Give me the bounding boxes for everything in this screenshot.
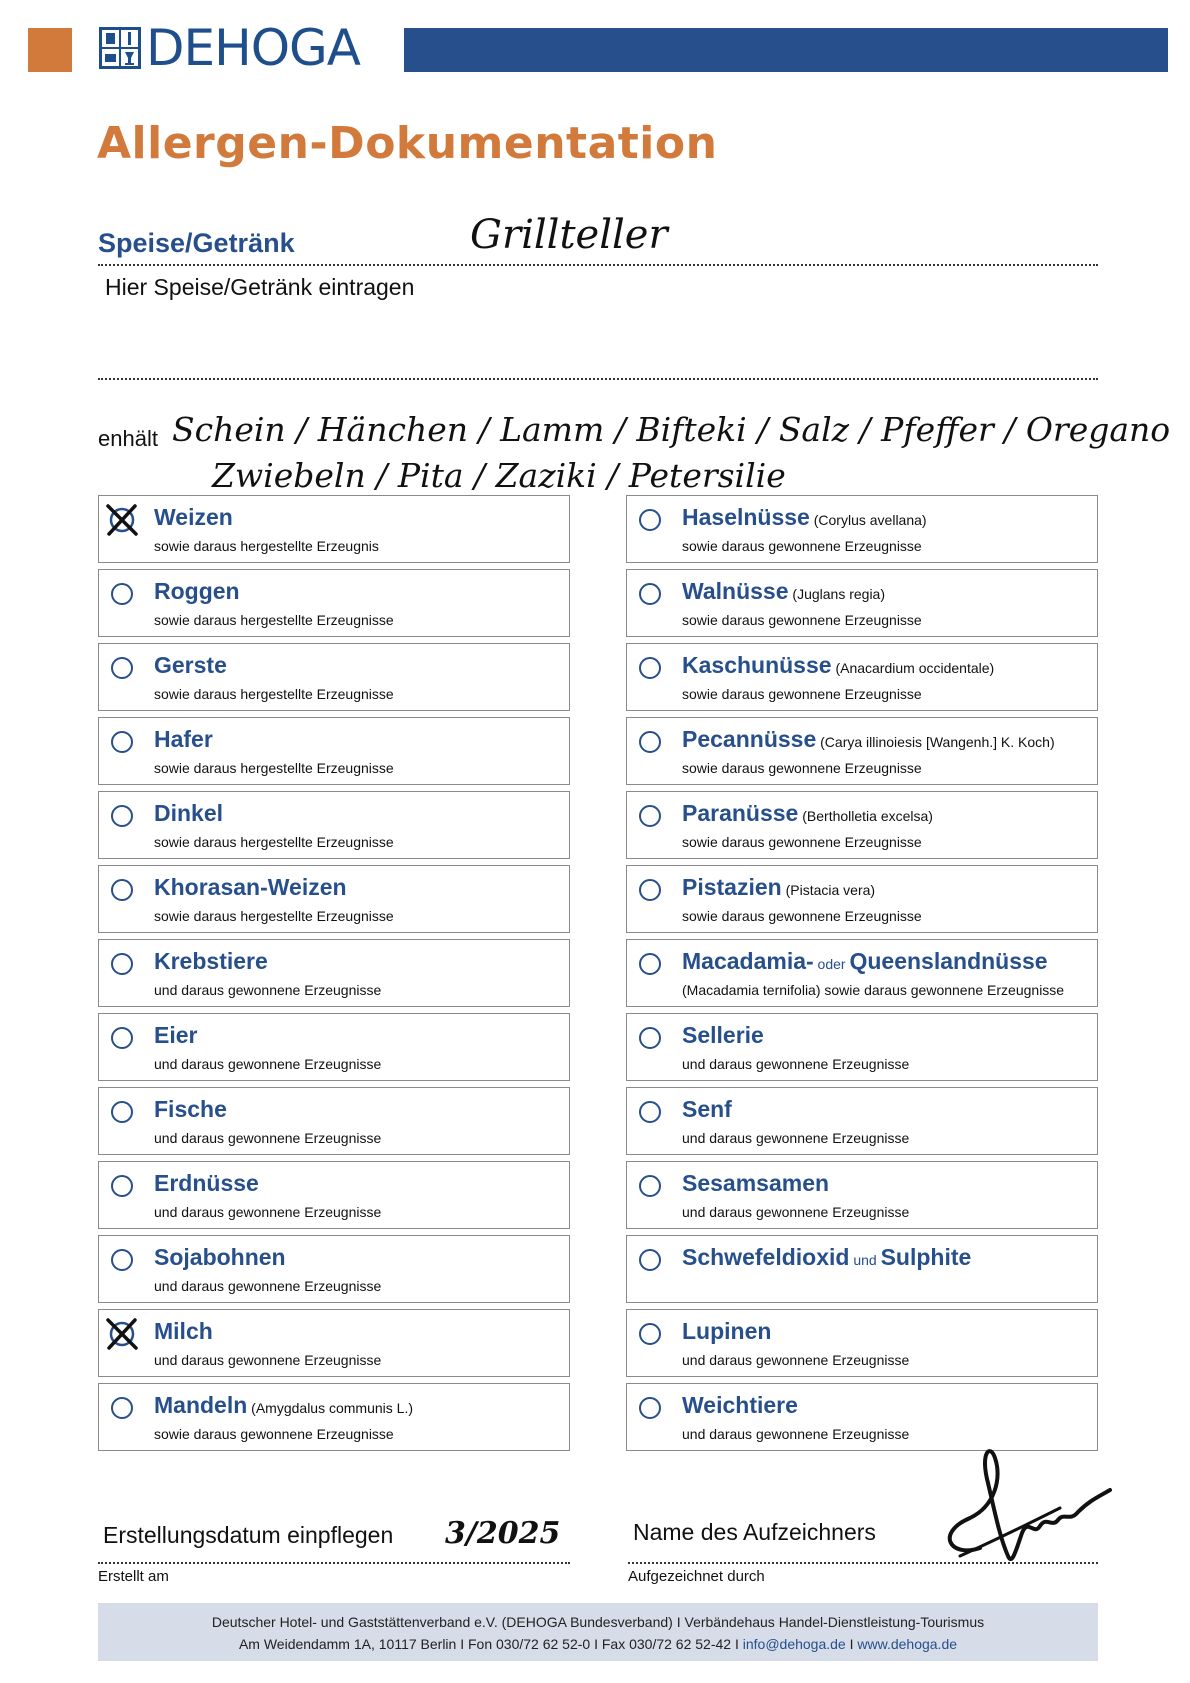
allergen-description: und daraus gewonnene Erzeugnisse — [682, 1352, 910, 1368]
allergen-item — [626, 569, 1098, 637]
allergen-item — [626, 865, 1098, 933]
allergen-item — [98, 1087, 570, 1155]
allergen-item — [98, 495, 570, 563]
allergen-item — [626, 717, 1098, 785]
allergen-heading — [682, 800, 933, 827]
allergen-heading — [682, 1022, 764, 1049]
allergen-latin-name: (Corylus avellana) — [809, 512, 927, 528]
allergen-item — [98, 791, 570, 859]
dish-second-line — [98, 378, 1098, 380]
ingredients-line-1[interactable]: Schein / Hänchen / Lamm / Bifteki / Salz / Pfeffer / Oregano — [172, 410, 1171, 449]
checkbox-circle-icon[interactable] — [639, 509, 661, 531]
allergen-description: sowie daraus gewonnene Erzeugnisse — [682, 612, 922, 628]
allergen-name: Macadamia- — [682, 948, 814, 974]
allergen-heading — [682, 1392, 798, 1419]
allergen-description: sowie daraus gewonnene Erzeugnisse — [154, 1426, 394, 1442]
dish-value[interactable]: Grillteller — [470, 212, 668, 258]
checkbox-circle-icon[interactable] — [639, 879, 661, 901]
allergen-name: Kaschunüsse — [682, 652, 832, 678]
allergen-name: Sellerie — [682, 1022, 764, 1048]
allergen-heading — [682, 504, 927, 531]
allergen-name: Walnüsse — [682, 578, 789, 604]
allergen-latin-name: (Carya illinoiesis [Wangenh.] K. Koch) — [816, 734, 1055, 750]
allergen-heading — [682, 578, 885, 605]
allergen-latin-name: (Anacardium occidentale) — [831, 660, 995, 676]
allergen-description: sowie daraus gewonnene Erzeugnisse — [682, 538, 922, 554]
allergen-heading — [682, 1244, 971, 1271]
checkbox-circle-icon[interactable] — [639, 1175, 661, 1197]
checkbox-circle-icon[interactable] — [111, 953, 133, 975]
allergen-description: und daraus gewonnene Erzeugnisse — [682, 1130, 910, 1146]
dish-label: Speise/Getränk — [98, 228, 295, 258]
ingredients-line-2[interactable]: Zwiebeln / Pita / Zaziki / Petersilie — [212, 456, 786, 495]
allergen-name: Milch — [154, 1318, 213, 1344]
allergen-description: sowie daraus hergestellte Erzeugnisse — [154, 834, 394, 850]
allergen-description: sowie daraus gewonnene Erzeugnisse — [682, 760, 922, 776]
checkbox-circle-icon[interactable] — [639, 583, 661, 605]
brand-name: DEHOGA — [146, 19, 360, 77]
allergen-heading — [154, 948, 268, 975]
allergen-description: und daraus gewonnene Erzeugnisse — [154, 1056, 382, 1072]
checkbox-circle-icon[interactable] — [639, 1101, 661, 1123]
footer — [98, 1603, 1098, 1661]
allergen-item — [98, 1309, 570, 1377]
allergen-name: Roggen — [154, 578, 240, 604]
allergen-item — [98, 1235, 570, 1303]
allergen-description: und daraus gewonnene Erzeugnisse — [682, 1204, 910, 1220]
allergen-heading — [682, 726, 1055, 753]
allergen-description: sowie daraus gewonnene Erzeugnisse — [682, 834, 922, 850]
checkbox-circle-icon[interactable] — [639, 731, 661, 753]
recorder-prompt: Name des Aufzeichners — [633, 1519, 876, 1545]
dish-hint: Hier Speise/Getränk eintragen — [105, 274, 415, 300]
allergen-item — [626, 643, 1098, 711]
allergen-description: und daraus gewonnene Erzeugnisse — [154, 1352, 382, 1368]
footer-line-1: Deutscher Hotel- und Gaststättenverband e.V. (DEHOGA Bundesverband) I Verbändehaus Handel-Dienstleistung-Tourismus — [211, 1614, 985, 1630]
allergen-item — [98, 939, 570, 1007]
allergen-item — [98, 1383, 570, 1451]
checkbox-circle-icon[interactable] — [111, 731, 133, 753]
footer-website-link[interactable]: www.dehoga.de — [857, 1636, 958, 1652]
checkbox-circle-icon[interactable] — [639, 1249, 661, 1271]
allergen-heading — [682, 1096, 732, 1123]
allergen-description: sowie daraus gewonnene Erzeugnisse — [682, 686, 922, 702]
checkbox-circle-icon[interactable] — [639, 1397, 661, 1419]
checkbox-circle-icon[interactable] — [111, 1027, 133, 1049]
footer-separator: I — [849, 1636, 858, 1652]
allergen-latin-name: (Pistacia vera) — [781, 882, 876, 898]
created-prompt: Erstellungsdatum einpflegen — [103, 1522, 394, 1548]
allergen-name: Sesamsamen — [682, 1170, 830, 1196]
allergen-heading — [154, 504, 233, 531]
allergen-item — [98, 1161, 570, 1229]
allergen-item — [98, 569, 570, 637]
created-line — [98, 1562, 570, 1564]
allergen-name: Schwefeldioxid — [682, 1244, 850, 1270]
allergen-name: Gerste — [154, 652, 227, 678]
signature-image — [940, 1438, 1115, 1578]
allergen-name: Hafer — [154, 726, 213, 752]
checkbox-circle-icon[interactable] — [111, 1175, 133, 1197]
footer-line-2 — [98, 1633, 1098, 1655]
allergen-item — [626, 1161, 1098, 1229]
dish-line — [98, 264, 1098, 266]
allergen-description: sowie daraus hergestellte Erzeugnisse — [154, 760, 394, 776]
checkbox-circle-icon[interactable] — [639, 1323, 661, 1345]
allergen-item — [98, 717, 570, 785]
allergen-heading — [154, 1170, 259, 1197]
allergen-description: und daraus gewonnene Erzeugnisse — [154, 1204, 382, 1220]
checkbox-circle-icon[interactable] — [111, 583, 133, 605]
allergen-name: Weizen — [154, 504, 233, 530]
checkbox-circle-icon[interactable] — [111, 1397, 133, 1419]
created-caption: Erstellt am — [98, 1568, 169, 1585]
checkbox-circle-icon[interactable] — [111, 805, 133, 827]
checkbox-circle-icon[interactable] — [111, 879, 133, 901]
allergen-heading — [682, 874, 875, 901]
allergen-latin-name: (Bertholletia excelsa) — [798, 808, 933, 824]
allergen-heading — [154, 1096, 227, 1123]
checkbox-circle-icon[interactable] — [639, 1027, 661, 1049]
allergen-description: sowie daraus hergestellte Erzeugnis — [154, 538, 379, 554]
allergen-description: sowie daraus hergestellte Erzeugnisse — [154, 686, 394, 702]
allergen-name: Paranüsse — [682, 800, 799, 826]
checkbox-circle-icon[interactable] — [639, 657, 661, 679]
allergen-latin-name: (Amygdalus communis L.) — [247, 1400, 413, 1416]
allergen-description: und daraus gewonnene Erzeugnisse — [154, 1278, 382, 1294]
allergen-description: (Macadamia ternifolia) sowie daraus gewonnene Erzeugnisse — [682, 982, 1065, 998]
allergen-name: Mandeln — [154, 1392, 248, 1418]
allergen-name: Fische — [154, 1096, 227, 1122]
checkbox-circle-icon[interactable] — [111, 1101, 133, 1123]
allergen-item — [626, 1235, 1098, 1303]
allergen-description: und daraus gewonnene Erzeugnisse — [682, 1426, 910, 1442]
allergen-heading — [154, 874, 347, 901]
allergen-item — [98, 1013, 570, 1081]
allergen-heading — [154, 1392, 413, 1419]
allergen-item — [626, 1309, 1098, 1377]
allergen-heading — [154, 1318, 213, 1345]
allergen-connector: und — [849, 1252, 881, 1268]
dehoga-logo-icon — [98, 26, 142, 70]
allergen-description: und daraus gewonnene Erzeugnisse — [682, 1056, 910, 1072]
checkbox-circle-icon[interactable] — [639, 805, 661, 827]
allergen-item — [626, 495, 1098, 563]
allergen-name: Eier — [154, 1022, 198, 1048]
document-title: Allergen-Dokumentation — [97, 118, 718, 169]
allergen-heading — [682, 652, 994, 679]
dehoga-logo — [98, 19, 360, 77]
allergen-heading — [154, 1244, 286, 1271]
allergen-latin-name: (Juglans regia) — [788, 586, 886, 602]
allergen-name-secondary: Queenslandnüsse — [849, 948, 1048, 974]
allergen-name: Senf — [682, 1096, 732, 1122]
checkbox-checked-icon[interactable] — [104, 502, 140, 538]
orange-accent-square — [28, 28, 72, 72]
footer-email-link[interactable]: info@dehoga.de — [742, 1636, 846, 1652]
allergen-heading — [682, 948, 1048, 975]
allergen-name: Pecannüsse — [682, 726, 817, 752]
allergen-heading — [682, 1170, 829, 1197]
allergen-item — [98, 865, 570, 933]
checkbox-circle-icon[interactable] — [639, 953, 661, 975]
checkbox-circle-icon[interactable] — [111, 657, 133, 679]
contains-label: enhält — [98, 426, 158, 451]
allergen-name: Weichtiere — [682, 1392, 798, 1418]
allergen-name: Pistazien — [682, 874, 782, 900]
allergen-name: Haselnüsse — [682, 504, 810, 530]
allergen-heading — [154, 578, 240, 605]
allergen-heading — [154, 1022, 197, 1049]
checkbox-checked-icon[interactable] — [104, 1316, 140, 1352]
checkbox-circle-icon[interactable] — [111, 1249, 133, 1271]
allergen-heading — [682, 1318, 771, 1345]
recorder-caption: Aufgezeichnet durch — [628, 1568, 765, 1585]
allergen-description: und daraus gewonnene Erzeugnisse — [154, 982, 382, 998]
footer-address: Am Weidendamm 1A, 10117 Berlin I Fon 030/72 62 52-0 I Fax 030/72 62 52-42 I — [238, 1636, 743, 1652]
allergen-connector: oder — [813, 956, 850, 972]
allergen-heading — [154, 652, 227, 679]
allergen-description: und daraus gewonnene Erzeugnisse — [154, 1130, 382, 1146]
allergen-name: Lupinen — [682, 1318, 772, 1344]
allergen-item — [98, 643, 570, 711]
allergen-name: Khorasan-Weizen — [154, 874, 347, 900]
allergen-name: Sojabohnen — [154, 1244, 286, 1270]
allergen-item — [626, 791, 1098, 859]
allergen-item — [626, 1087, 1098, 1155]
allergen-heading — [154, 800, 223, 827]
allergen-description: sowie daraus hergestellte Erzeugnisse — [154, 908, 394, 924]
allergen-item — [626, 1013, 1098, 1081]
header-bar — [404, 28, 1168, 72]
allergen-name: Erdnüsse — [154, 1170, 259, 1196]
allergen-description: sowie daraus gewonnene Erzeugnisse — [682, 908, 922, 924]
allergen-name-secondary: Sulphite — [880, 1244, 972, 1270]
created-date-value[interactable]: 3/2025 — [445, 1516, 561, 1551]
allergen-name: Krebstiere — [154, 948, 268, 974]
allergen-description: sowie daraus hergestellte Erzeugnisse — [154, 612, 394, 628]
allergen-name: Dinkel — [154, 800, 224, 826]
allergen-item — [626, 939, 1098, 1007]
allergen-heading — [154, 726, 213, 753]
recorder-line — [628, 1562, 1098, 1564]
